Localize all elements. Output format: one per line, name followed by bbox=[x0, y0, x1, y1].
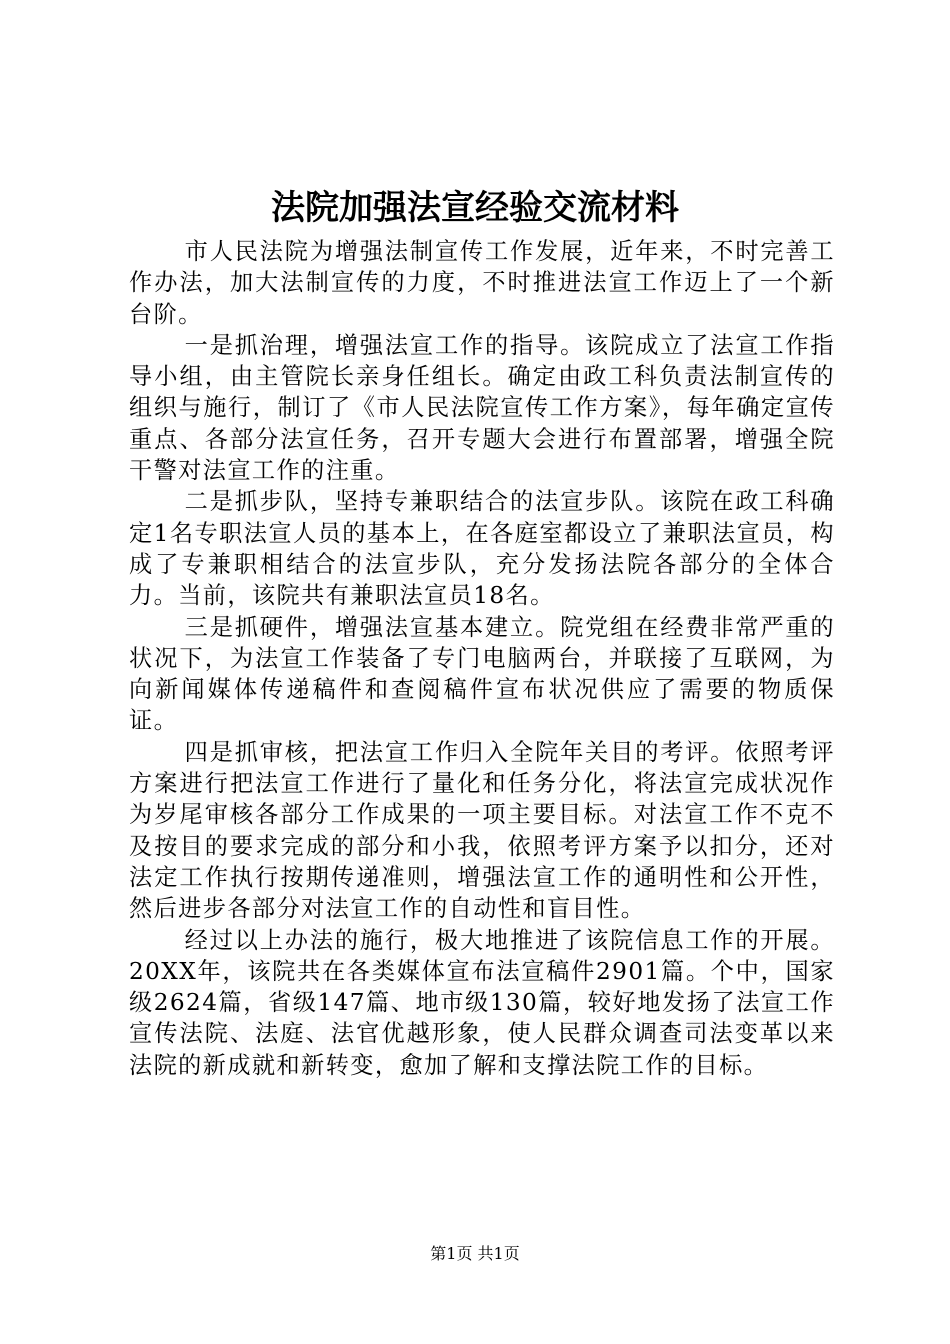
paragraph-results: 经过以上办法的施行，极大地推进了该院信息工作的开展。20XX年，该院共在各类媒体宣布法宣稿件2901篇。个中，国家级2624篇，省级147篇、地市级130篇，较好地发扬了法宣工作宣传法院、法庭、法官优越形象，使人民群众调查司法变革以来法院的新成就和新转变，愈加了解和支撑法院工作的目标。 bbox=[129, 926, 835, 1079]
paragraph-assessment: 四是抓审核，把法宣工作归入全院年关目的考评。依照考评方案进行把法宣工作进行了量化和任务分化，将法宣完成状况作为岁尾审核各部分工作成果的一项主要目标。对法宣工作不克不及按目的要求完成的部分和小我，依照考评方案予以扣分，还对法定工作执行按期传递准则，增强法宣工作的通明性和公开性，然后进步各部分对法宣工作的自动性和盲目性。 bbox=[129, 738, 835, 923]
document-body bbox=[129, 236, 835, 1081]
paragraph-team: 二是抓步队，坚持专兼职结合的法宣步队。该院在政工科确定1名专职法宣人员的基本上，在各庭室都设立了兼职法宣员，构成了专兼职相结合的法宣步队，充分发扬法院各部分的全体合力。当前，该院共有兼职法宣员18名。 bbox=[129, 488, 835, 610]
paragraph-hardware: 三是抓硬件，增强法宣基本建立。院党组在经费非常严重的状况下，为法宣工作装备了专门电脑两台，并联接了互联网，为向新闻媒体传递稿件和查阅稿件宣布状况供应了需要的物质保证。 bbox=[129, 613, 835, 735]
paragraph-management: 一是抓治理，增强法宣工作的指导。该院成立了法宣工作指导小组，由主管院长亲身任组长。确定由政工科负责法制宣传的组织与施行，制订了《市人民法院宣传工作方案》，每年确定宣传重点、各部分法宣任务，召开专题大会进行布置部署，增强全院干警对法宣工作的注重。 bbox=[129, 331, 835, 485]
document-title: 法院加强法宣经验交流材料 bbox=[271, 188, 679, 228]
page-footer: 第1页 共1页 bbox=[430, 1244, 520, 1263]
paragraph-intro: 市人民法院为增强法制宣传工作发展，近年来，不时完善工作办法，加大法制宣传的力度，不时推进法宣工作迈上了一个新台阶。 bbox=[129, 238, 835, 328]
